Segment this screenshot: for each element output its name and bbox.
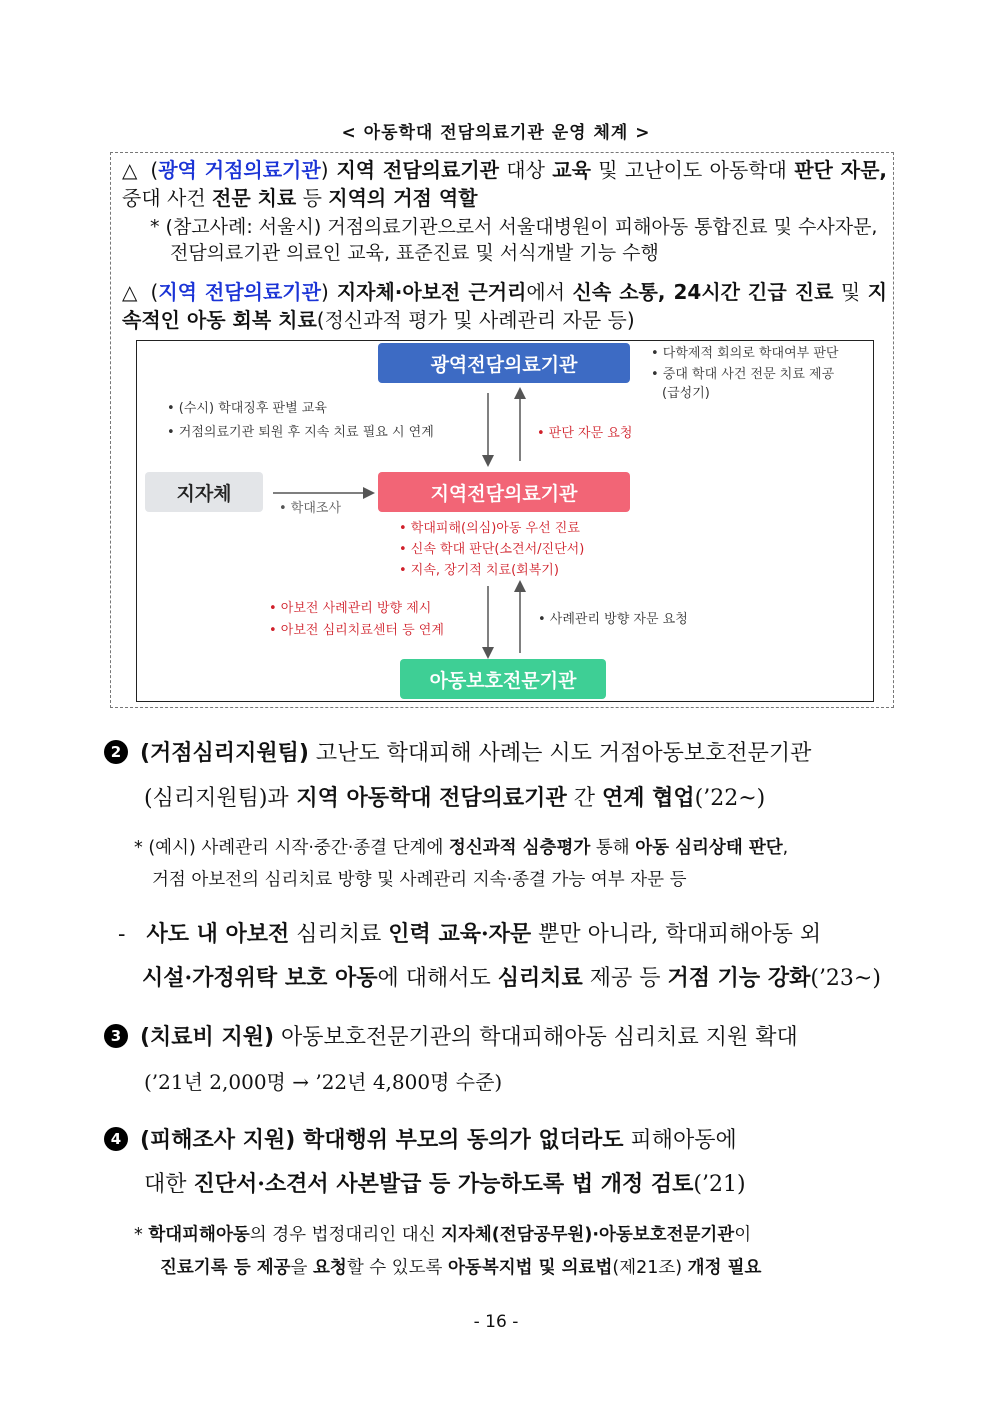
item-4-line-2: 대한 진단서·소견서 사본발급 등 가능하도록 법 개정 검토(’21) [144,1171,746,1197]
down1-note-2: • 거점의료기관 퇴원 후 지속 치료 필요 시 연계 [167,425,434,440]
item-2-dash-line-1: - 사도 내 아보전 심리치료 인력 교육·자문 뿐만 아니라, 학대피해아동 외 [118,921,822,947]
triangle-marker: △ [122,158,139,182]
node-child-protection: 아동보호전문기관 [400,659,606,699]
up1-note: • 판단 자문 요청 [537,426,633,441]
item-3-line-2: (’21년 2,000명 → ’22년 4,800명 수준) [144,1070,503,1094]
local-note-1: • 학대피해(의심)아동 우선 진료 [399,521,580,536]
item-4-line-1: 4 (피해조사 지원) 학대행위 부모의 동의가 없더라도 피해아동에 [104,1120,904,1161]
item-4-note-line-2: 진료기록 등 제공을 요청할 수 있도록 아동복지법 및 의료법(제21조) 개정 필요 [160,1258,762,1278]
item-2-note-line-2: 거점 아보전의 심리치료 방향 및 사례관리 지속·종결 가능 여부 자문 등 [152,870,687,890]
box-note-1: * (참고사례: 서울시) 거점의료기관으로서 서울대병원이 피해아동 통합진료 및 수사자문, 전담의료기관 의료인 교육, 표준진료 및 서식개발 기능 수행 [150,216,878,264]
down2-note-2: • 아보전 심리치료센터 등 연계 [269,623,444,638]
item-2-note-line-1: * (예시) 사례관리 시작·중간·종결 단계에 정신과적 심층평가 통해 아동 심리상태 판단, [134,838,789,858]
box-paragraph-2: △ (지역 전담의료기관) 지자체·아보전 근거리에서 신속 소통, 24시간 긴급 진료 및 지속적인 아동 회복 치료(정신과적 평가 및 사례관리 자문 등) [122,280,888,332]
local-note-2: • 신속 학대 판단(소견서/진단서) [399,542,585,557]
local-note-3: • 지속, 장기적 치료(회복기) [399,563,559,578]
down1-note-1: • (수시) 학대징후 판별 교육 [167,401,327,416]
node-local-government: 지자체 [145,472,263,512]
lead-label: 광역 거점의료기관 [158,158,321,182]
page-number: - 16 - [473,1312,519,1332]
item-2-line-2: (심리지원팀)과 지역 아동학대 전담의료기관 간 연계 협업(’22~) [144,785,766,811]
gov-arrow-note: • 학대조사 [279,501,342,516]
wide-note-1: • 다학제적 회의로 학대여부 판단 [651,346,839,361]
number-3-badge: 3 [104,1024,128,1048]
item-2-line-1: 2 (거점심리지원팀) 고난도 학대피해 사례는 시도 거점아동보호전문기관 [104,734,904,774]
wide-note-2: • 중대 학대 사건 전문 치료 제공 [651,367,835,382]
down2-note-1: • 아보전 사례관리 방향 제시 [269,601,432,616]
item-4-note-line-1: * 학대피해아동의 경우 법정대리인 대신 지자체(전담공무원)·아동보호전문기관이 [134,1225,752,1245]
flow-diagram [136,340,874,702]
item-2-dash-line-2: 시설·가정위탁 보호 아동에 대해서도 심리치료 제공 등 거점 기능 강화(’23~) [142,965,881,991]
number-4-badge: 4 [104,1127,128,1151]
figure-title: < 아동학대 전담의료기관 운영 체계 > [341,123,651,143]
node-wide-hospital: 광역전담의료기관 [378,343,630,383]
box-paragraph-1: △ (광역 거점의료기관) 지역 전담의료기관 대상 교육 및 고난이도 아동학대 판단 자문, 중대 사건 전문 치료 등 지역의 거점 역할 [122,158,888,210]
wide-note-3: (급성기) [662,386,710,401]
node-local-hospital: 지역전담의료기관 [378,472,630,512]
triangle-marker: △ [122,280,139,304]
lead-label: 지역 전담의료기관 [158,280,321,304]
up2-note: • 사례관리 방향 자문 요청 [538,612,688,627]
number-2-badge: 2 [104,740,128,764]
item-3-line-1: 3 (치료비 지원) 아동보호전문기관의 학대피해아동 심리치료 지원 확대 [104,1018,904,1058]
